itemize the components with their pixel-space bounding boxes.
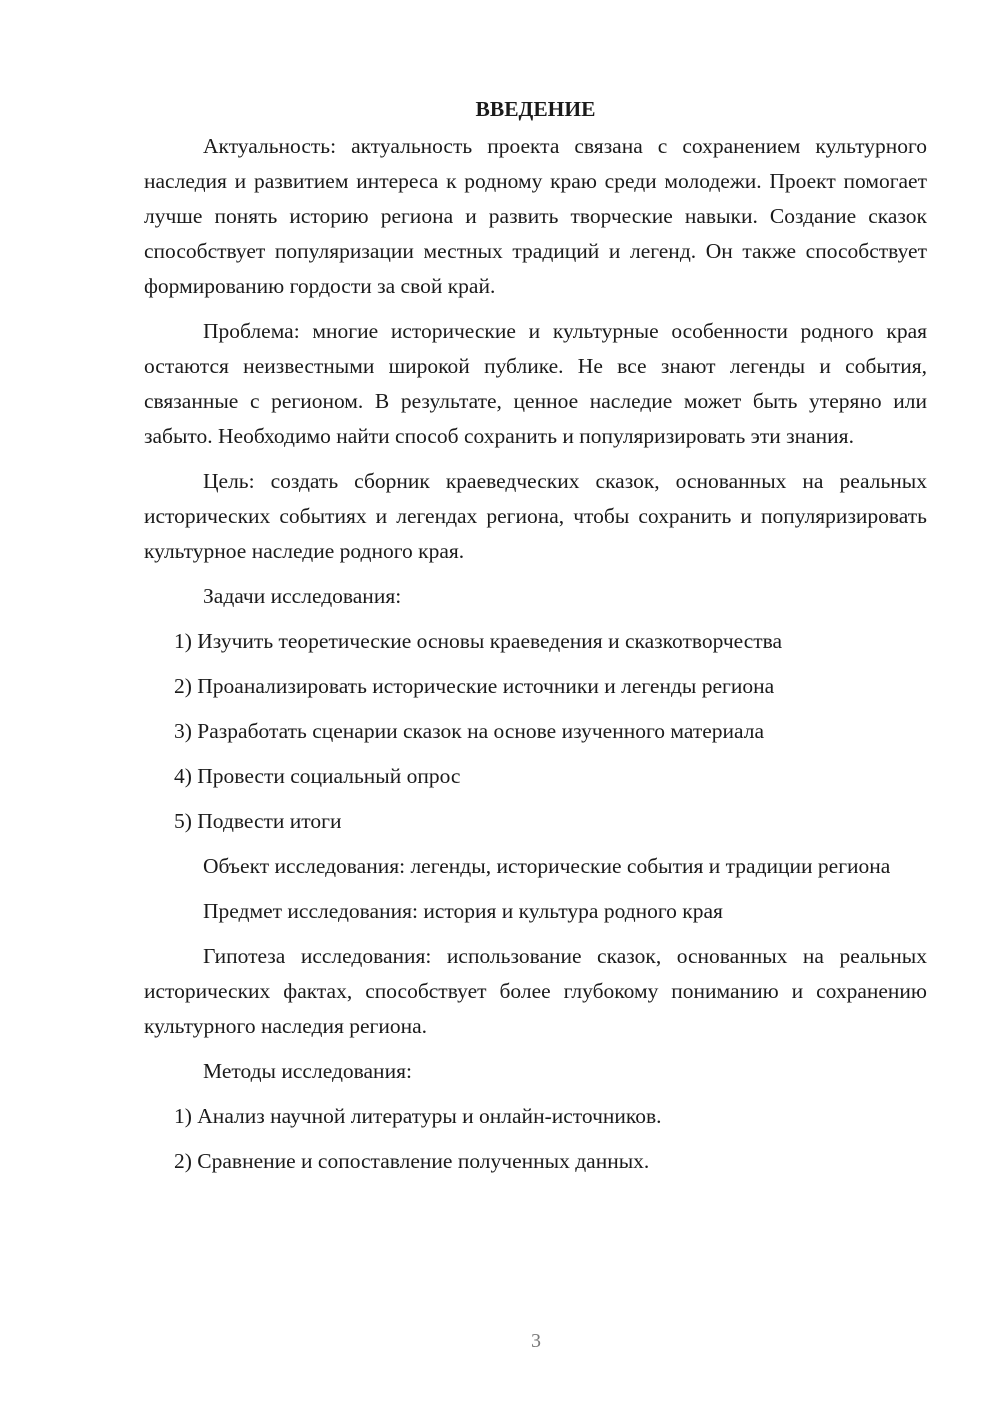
tasks-list bbox=[144, 624, 927, 839]
object-paragraph: Объект исследования: легенды, исторические события и традиции региона bbox=[203, 854, 891, 878]
list-item: 3) Разработать сценарии сказок на основе изученного материала bbox=[174, 719, 765, 743]
hypothesis-paragraph: Гипотеза исследования: использование сказок, основанных на реальных исторических фактах, способствует более глубокому пониманию и сохранению культурного наследия региона. bbox=[144, 944, 927, 1038]
list-item: 4) Провести социальный опрос bbox=[174, 764, 461, 788]
list-item: 1) Изучить теоретические основы краеведения и сказкотворчества bbox=[174, 629, 783, 653]
problem-paragraph: Проблема: многие исторические и культурные особенности родного края остаются неизвестными широкой публике. Не все знают легенды и события, связанные с регионом. В результате, ценное наследие может быть утеряно или забыто. Необходимо найти способ сохранить и популяризировать эти знания. bbox=[144, 319, 927, 448]
goal-paragraph: Цель: создать сборник краеведческих сказок, основанных на реальных исторических событиях и легендах региона, чтобы сохранить и популяризировать культурное наследие родного края. bbox=[144, 469, 927, 563]
methods-list bbox=[144, 1099, 927, 1179]
tasks-label: Задачи исследования: bbox=[203, 584, 402, 608]
list-item: 1) Анализ научной литературы и онлайн-источников. bbox=[174, 1104, 662, 1128]
list-item: 5) Подвести итоги bbox=[174, 809, 342, 833]
page-title: ВВЕДЕНИЕ bbox=[475, 97, 596, 121]
subject-paragraph: Предмет исследования: история и культура родного края bbox=[203, 899, 723, 923]
page-number: 3 bbox=[531, 1330, 541, 1352]
list-item: 2) Проанализировать исторические источники и легенды региона bbox=[174, 674, 775, 698]
list-item: 2) Сравнение и сопоставление полученных данных. bbox=[174, 1149, 650, 1173]
relevance-paragraph: Актуальность: актуальность проекта связана с сохранением культурного наследия и развитием интереса к родному краю среди молодежи. Проект помогает лучше понять историю региона и развить творческие навыки. Создание сказок способствует популяризации местных традиций и легенд. Он также способствует формированию гордости за свой край. bbox=[144, 134, 927, 298]
methods-label: Методы исследования: bbox=[203, 1059, 412, 1083]
page-content bbox=[144, 92, 927, 1189]
